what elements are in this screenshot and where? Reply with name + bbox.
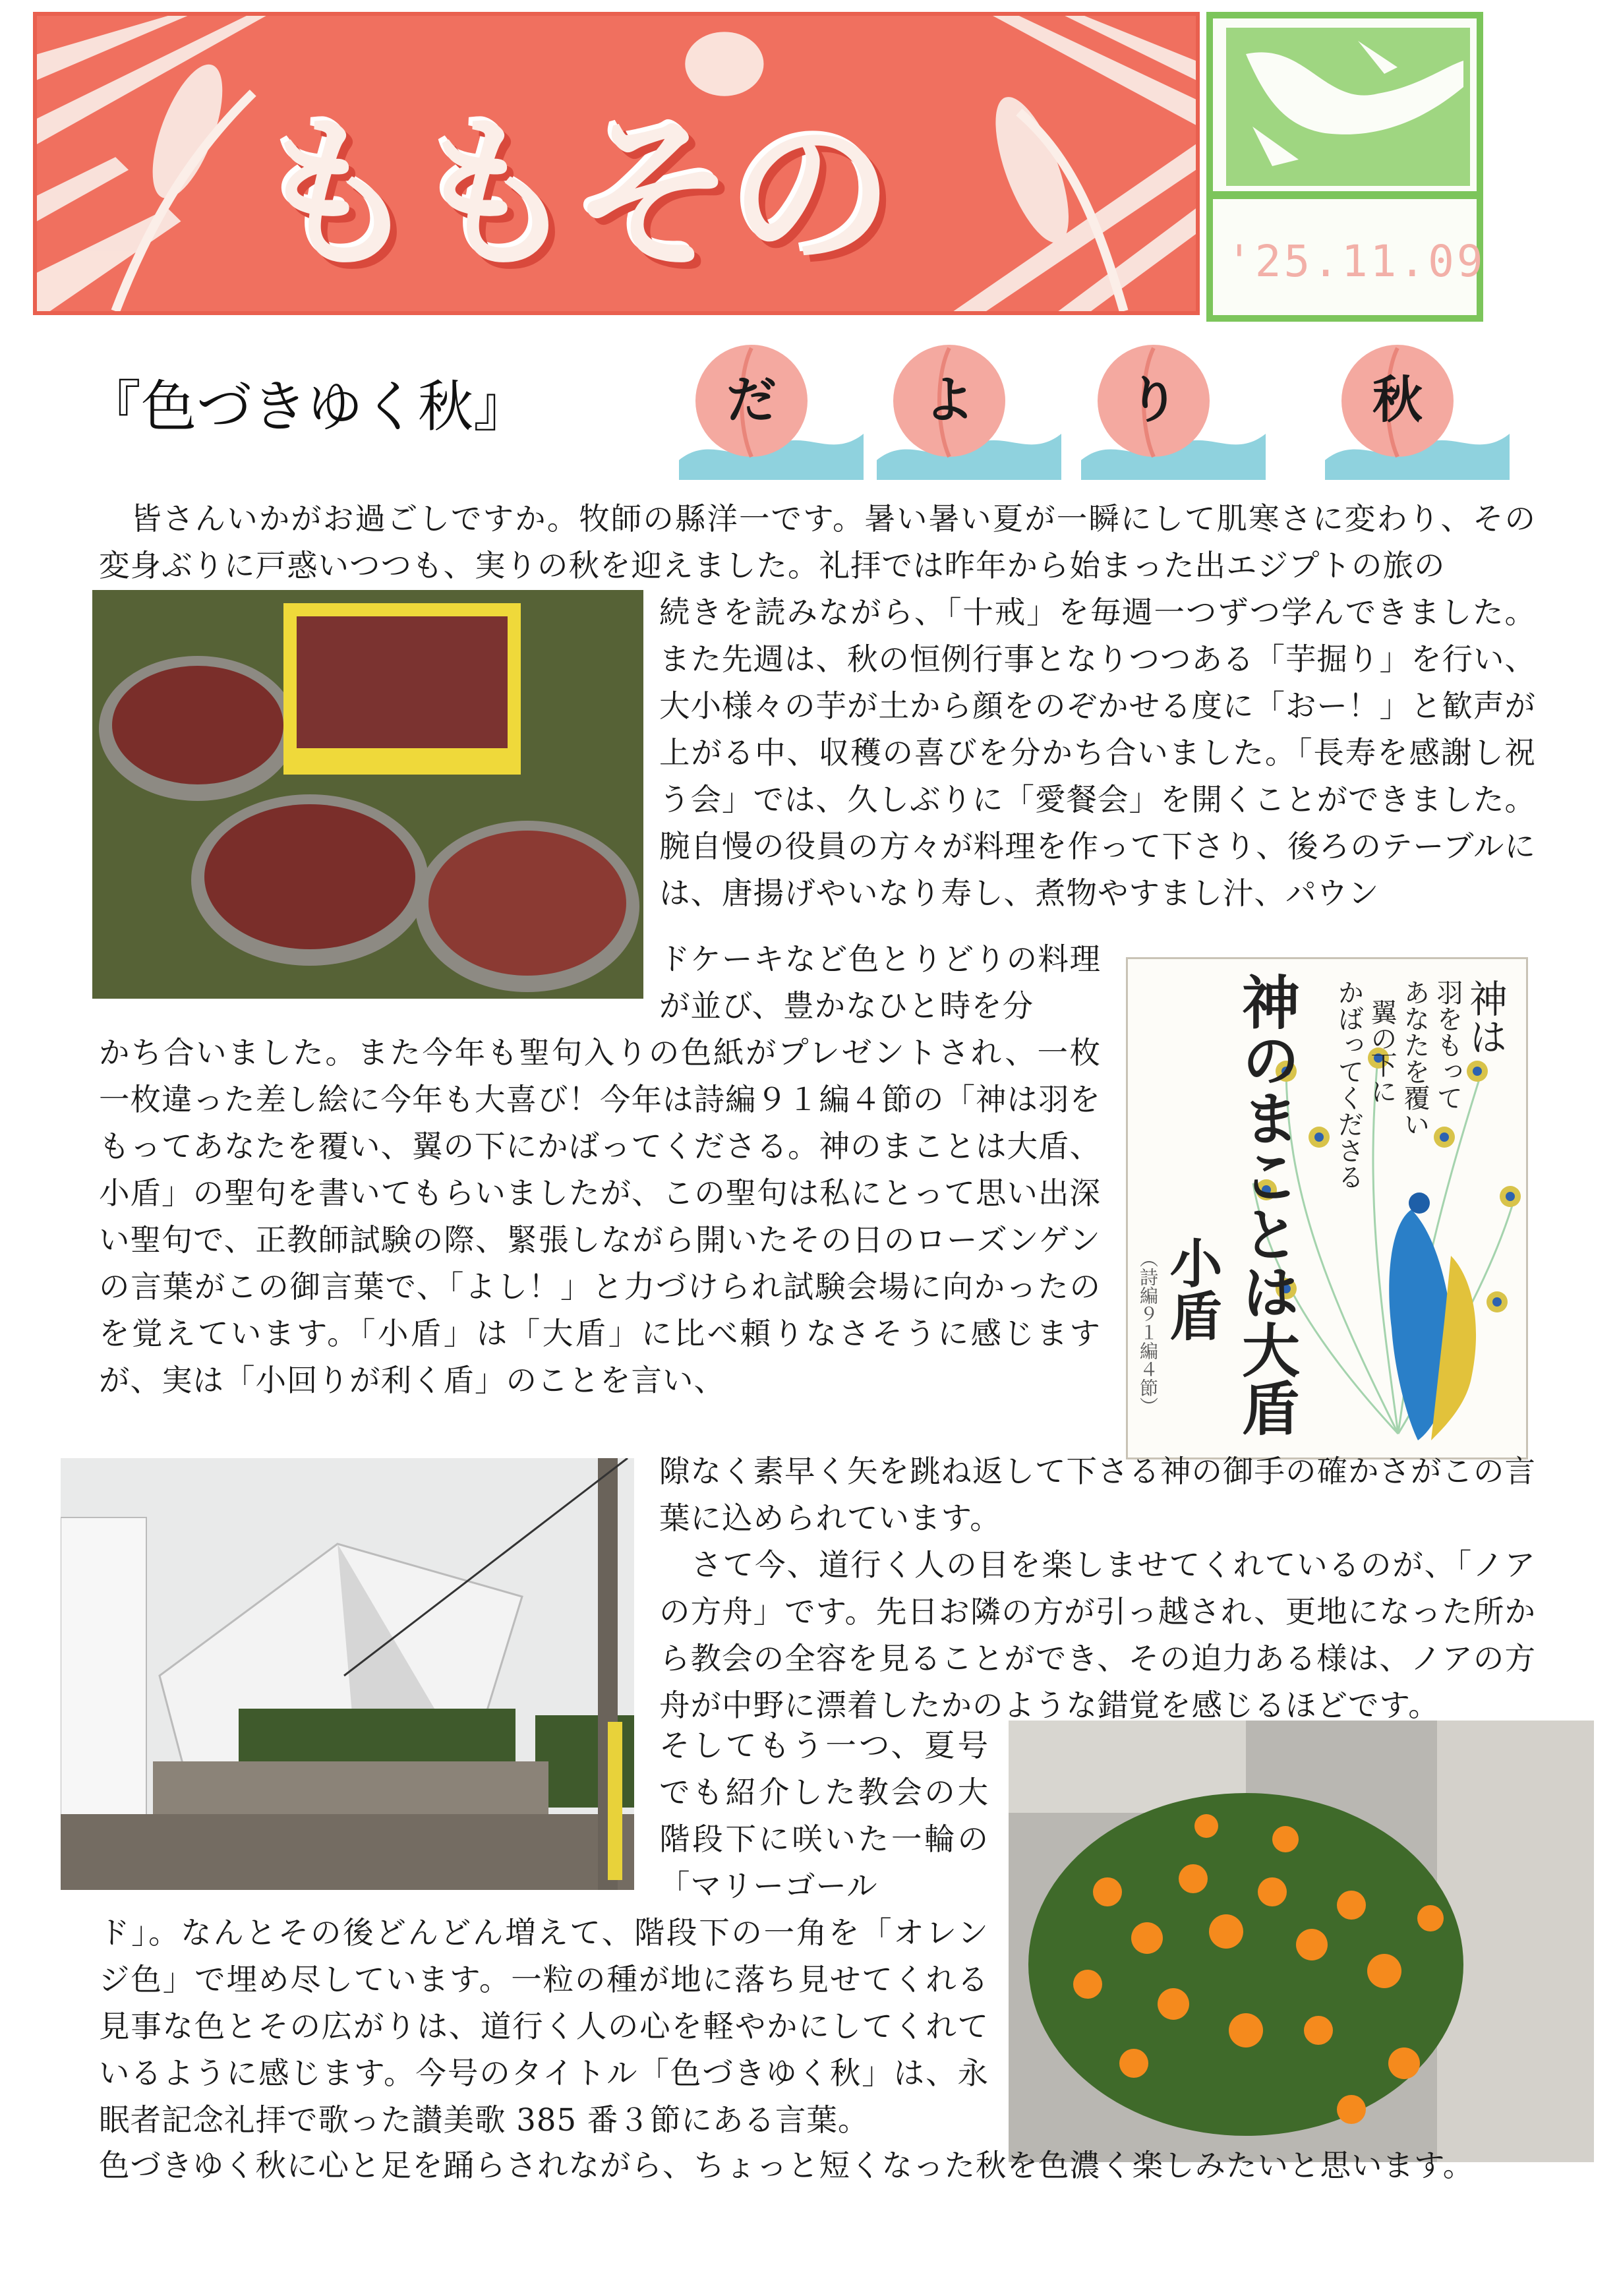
calligraphy-line: 神のまことは大盾 xyxy=(1233,972,1301,1436)
newsletter-title: ももその xyxy=(254,99,887,291)
calligraphy-line: かばってくださる xyxy=(1334,979,1364,1190)
calligraphy-board xyxy=(1126,957,1528,1459)
article-paragraph: 色づきゆく秋に心と足を踊らされながら、ちょっと短くなった秋を色濃く楽しみたいと思います。 xyxy=(99,2148,1475,2183)
calligraphy-line: 小盾 xyxy=(1161,1236,1223,1341)
peach-ornament xyxy=(870,328,1068,480)
peach-ornament xyxy=(1074,328,1272,480)
calligraphy-line: 神は xyxy=(1463,979,1508,1055)
article-paragraph: 皆さんいかがお過ごしですか。牧師の縣洋一です。暑い暑い夏が一瞬にして肌寒さに変わり、その変身ぶりに戸惑いつつも、実りの秋を迎えました。礼拝では昨年から始まった出エジプトの旅の xyxy=(99,501,1536,583)
peach-char: よ xyxy=(924,370,974,429)
article-paragraph: ドケーキなど色とりどりの料理が並び、豊かなひと時を分 xyxy=(659,941,1101,1024)
marigold-photo xyxy=(1009,1721,1594,2162)
calligraphy-line: 翼の下に xyxy=(1367,999,1397,1104)
dove-stamp-icon xyxy=(1226,28,1470,186)
issue-date: '25.11.09 xyxy=(1226,236,1486,287)
masthead-title-panel xyxy=(33,12,1200,315)
date-stamp xyxy=(1206,12,1486,322)
article-paragraph: そしてもう一つ、夏号でも紹介した教会の大階段下に咲いた一輪の「マリーゴール xyxy=(659,1728,989,1904)
article-paragraph: かち合いました。また今年も聖句入りの色紙がプレゼントされ、一枚一枚違った差し絵に今年も大喜び！今年は詩編９１編４節の「神は羽をもってあなたを覆い、翼の下にかばってくださる。神のまことは大盾、小盾」の聖句を書いてもらいましたが、この聖句は私にとって思い出深い聖句で、正教師試験の際、緊張しながら開いたその日のローズンゲンの言葉がこの御言葉で、「よし！」と力づけられ試験会場に向かったのを覚えています。「小盾」は「大盾」に比べ頼りなさそうに感じますが、実は「小回りが利く盾」のことを言い、 xyxy=(99,1035,1101,1398)
peach-char: 秋 xyxy=(1372,370,1423,429)
peach-ornament xyxy=(1318,328,1516,480)
peach-char: だ xyxy=(726,370,777,429)
calligraphy-line: あなたを覆い xyxy=(1399,979,1430,1137)
calligraphy-line: 羽をもって xyxy=(1432,979,1463,1111)
church-photo xyxy=(61,1458,634,1890)
calligraphy-citation: （詩編９１編４節） xyxy=(1137,1249,1159,1415)
stamp-divider xyxy=(1213,191,1477,199)
issue-title: 『色づきゆく秋』 xyxy=(86,374,529,439)
article-paragraph: 隙なく素早く矢を跳ね返して下さる神の御手の確かさがこの言葉に込められています。 さて今、道行く人の目を楽しませてくれているのが、「ノアの方舟」です。先日お隣の方が引っ越され、更地になった所から教会の全容を見ることができ、その迫力ある様は、ノアの方舟が中野に漂着したかのような錯覚を感じるほどです。 xyxy=(659,1454,1536,1723)
article-paragraph: ド」。なんとその後どんどん増えて、階段下の一角を「オレンジ色」で埋め尽しています。一粒の種が地に落ち見せてくれる見事な色とその広がりは、道行く人の心を軽やかにしてくれているように感じます。今号のタイトル「色づきゆく秋」は、永眠者記念礼拝で歌った讃美歌 385 番３節にある言葉。 xyxy=(99,1915,989,2138)
peach-char: り xyxy=(1129,370,1179,429)
peach-ornament xyxy=(672,328,870,480)
sweet-potato-photo xyxy=(92,590,643,999)
article-paragraph: 続きを読みながら、「十戒」を毎週一つずつ学んできました。また先週は、秋の恒例行事となりつつある「芋掘り」を行い、大小様々の芋が土から顔をのぞかせる度に「おー！」と歓声が上がる中、収穫の喜びを分かち合いました。「長寿を感謝し祝う会」では、久しぶりに「愛餐会」を開くことができました。腕自慢の役員の方々が料理を作って下さり、後ろのテーブルには、唐揚げやいなり寿し、煮物やすまし汁、パウン xyxy=(659,595,1536,911)
